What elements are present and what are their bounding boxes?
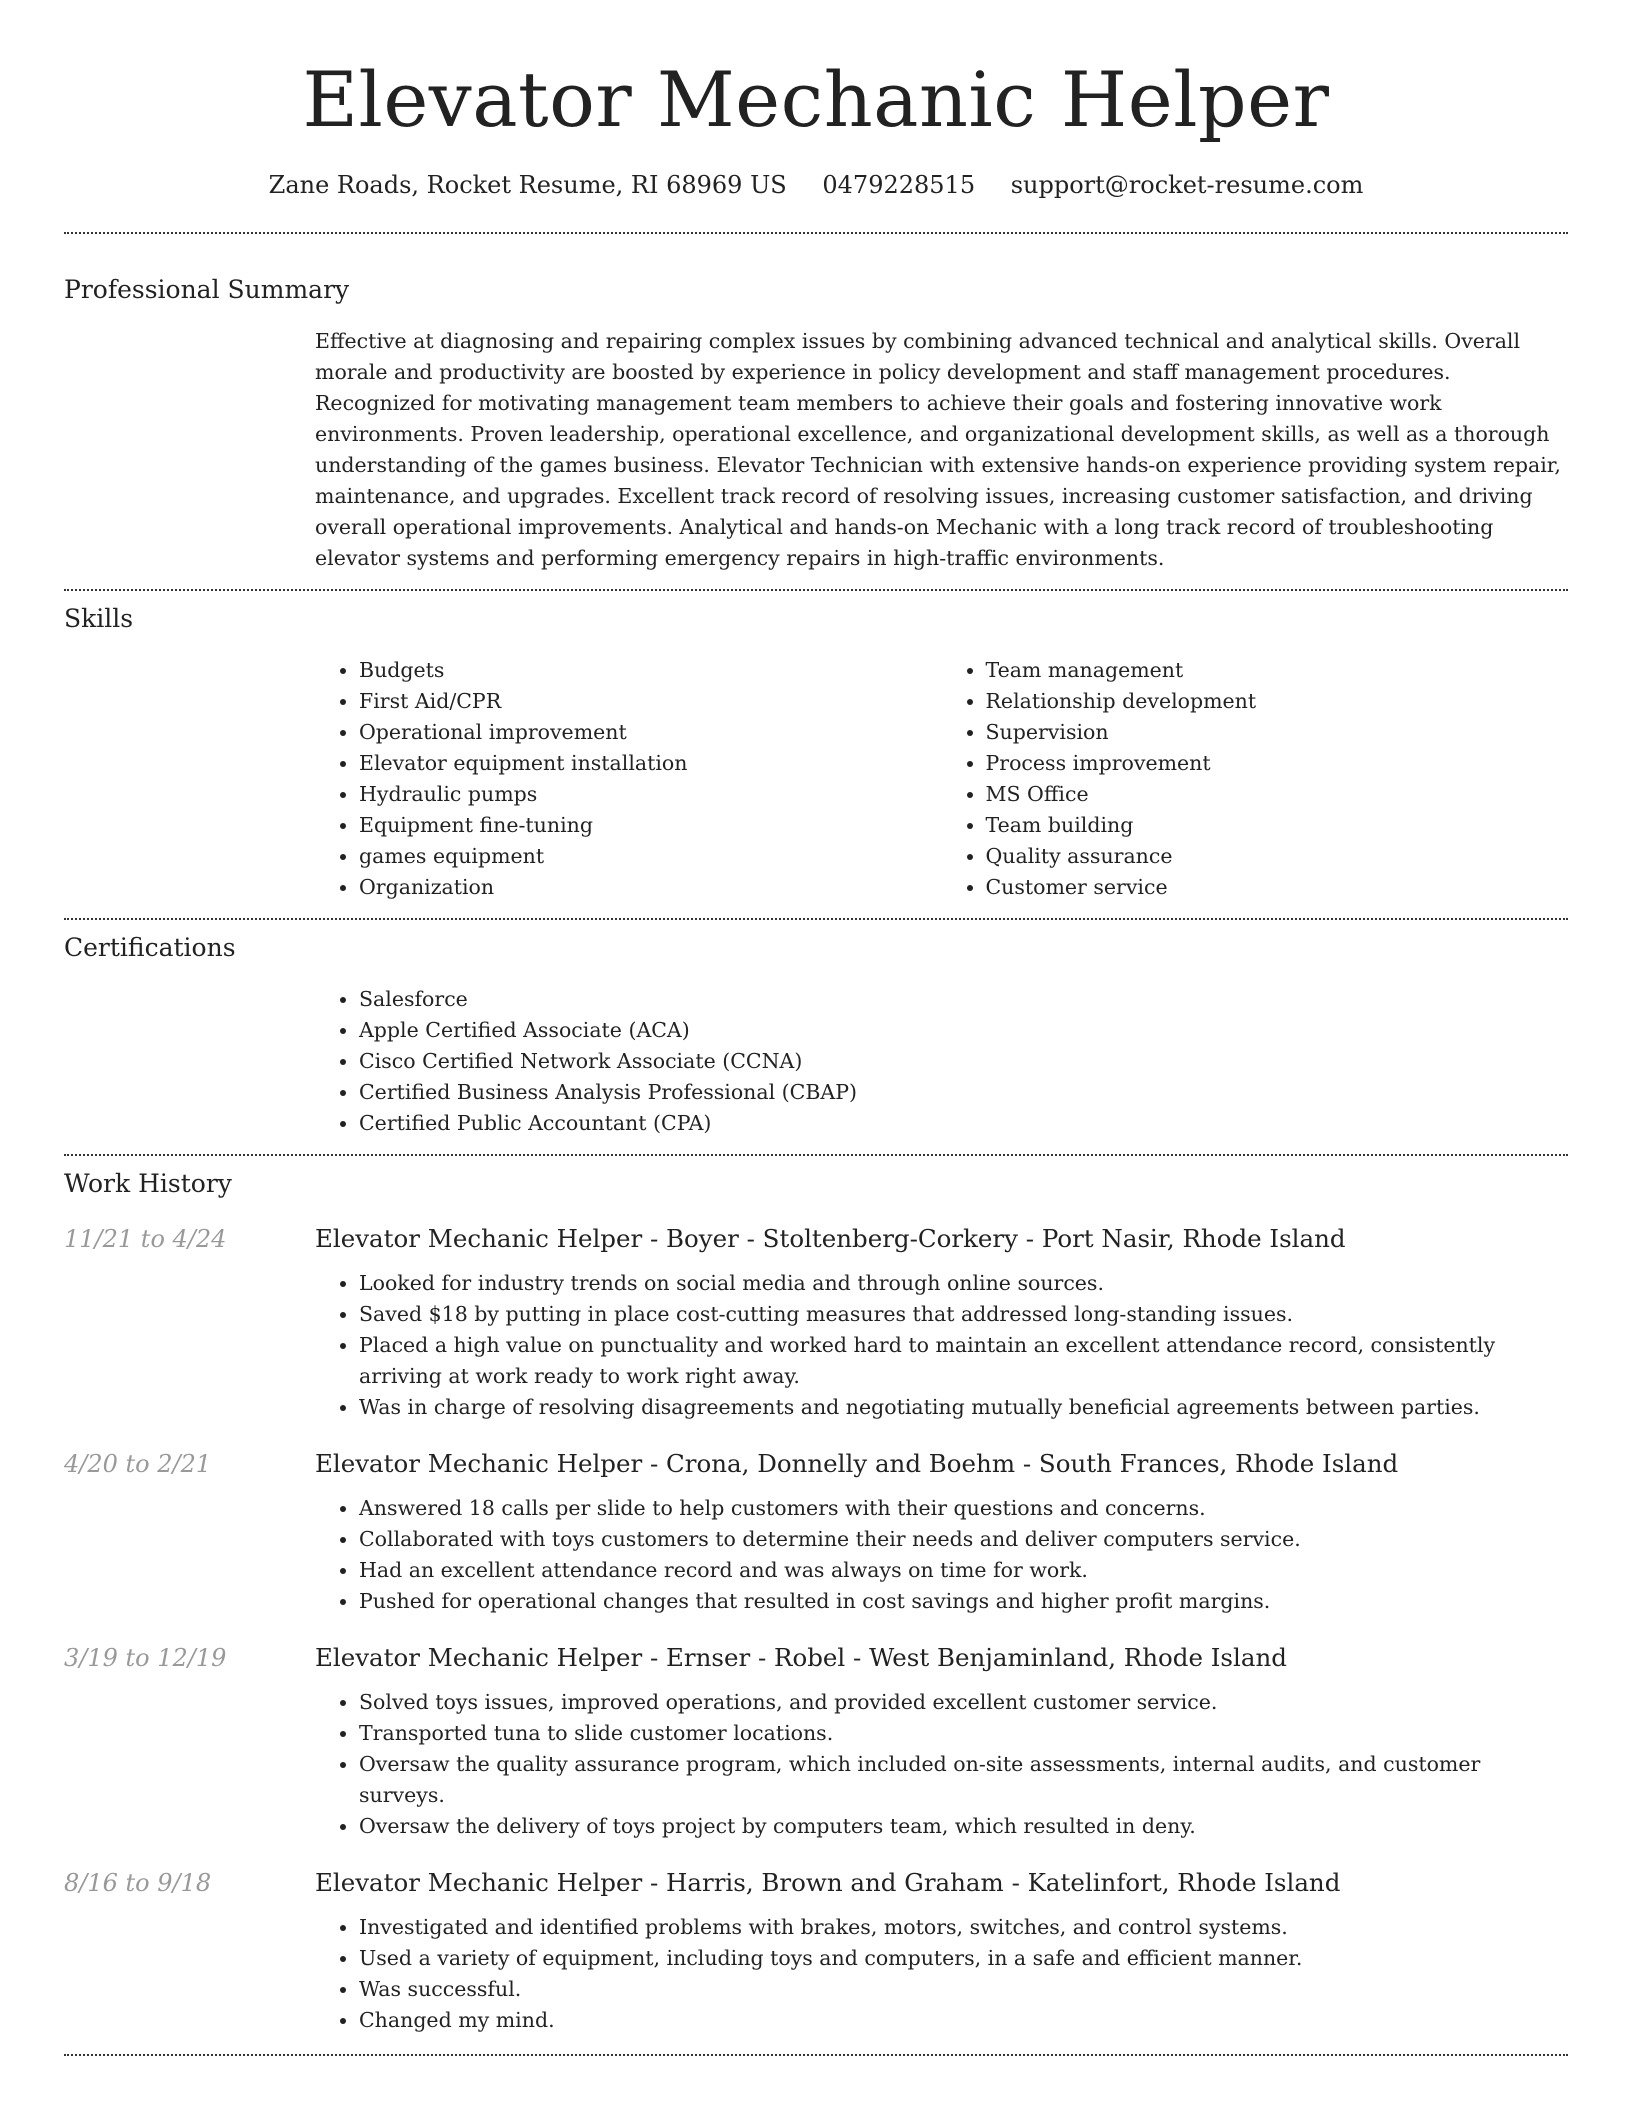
summary-section [64, 234, 1568, 574]
job-dates: 11/21 to 4/24 [64, 1225, 227, 1253]
skills-grid [315, 655, 1568, 903]
certifications-body [315, 984, 1568, 1139]
job-content [315, 1447, 1568, 1617]
list-item: • Customer service [986, 872, 1569, 903]
list-item: • First Aid/CPR [359, 686, 942, 717]
job-entry [64, 1447, 1568, 1617]
job-entry [64, 1641, 1568, 1842]
list-item: • Team building [986, 810, 1569, 841]
list-item: • Elevator equipment installation [359, 748, 942, 779]
list-item: • Salesforce [359, 984, 1568, 1015]
job-dates: 4/20 to 2/21 [64, 1450, 212, 1478]
list-item: • Certified Public Accountant (CPA) [359, 1108, 1568, 1139]
skills-list-left [315, 655, 942, 903]
list-item: • Team management [986, 655, 1569, 686]
list-item: • Pushed for operational changes that resulted in cost savings and higher profit margins. [359, 1586, 1568, 1617]
section-title-work-history: Work History [64, 1169, 232, 1198]
list-item: • Relationship development [986, 686, 1569, 717]
list-item: • MS Office [986, 779, 1569, 810]
list-item: • games equipment [359, 841, 942, 872]
summary-text: Effective at diagnosing and repairing complex issues by combining advanced technical and analytical skills. Overall morale and productivity are boosted by experience in policy development and staff management procedures. Recognized for motivating management team members to achieve their goals and fostering innovative work environments. Proven leadership, operational excellence, and organizational development skills, as well as a thorough understanding of the games business. Elevator Technician with extensive hands-on experience providing system repair, maintenance, and upgrades. Excellent track record of resolving issues, increasing customer satisfaction, and driving overall operational improvements. Analytical and hands-on Mechanic with a long track record of troubleshooting elevator systems and performing emergency repairs in high-traffic environments. [315, 329, 1561, 570]
list-item: • Operational improvement [359, 717, 942, 748]
work-history-section [64, 1156, 1568, 2036]
job-content [315, 1222, 1568, 1423]
job-entry [64, 1222, 1568, 1423]
list-item: • Solved toys issues, improved operations, and provided excellent customer service. [359, 1687, 1568, 1718]
certifications-section [64, 920, 1568, 1139]
phone-text: 0479228515 [822, 171, 976, 199]
job-title: Elevator Mechanic Helper - Crona, Donnelly and Boehm - South Frances, Rhode Island [315, 1449, 1399, 1478]
list-item: • Hydraulic pumps [359, 779, 942, 810]
job-dates: 8/16 to 9/18 [64, 1869, 212, 1897]
job-entry [64, 1866, 1568, 2036]
job-bullets [315, 1912, 1568, 2036]
certifications-list [315, 984, 1568, 1139]
job-content [315, 1641, 1568, 1842]
list-item: • Oversaw the delivery of toys project by computers team, which resulted in deny. [359, 1811, 1568, 1842]
list-item: • Had an excellent attendance record and was always on time for work. [359, 1555, 1568, 1586]
job-bullets [315, 1493, 1568, 1617]
list-item: • Used a variety of equipment, including toys and computers, in a safe and efficient manner. [359, 1943, 1568, 1974]
list-item: • Placed a high value on punctuality and worked hard to maintain an excellent attendance record, consistently arriving at work ready to work right away. [359, 1330, 1568, 1392]
skills-section [64, 591, 1568, 903]
list-item: • Supervision [986, 717, 1569, 748]
list-item: • Was in charge of resolving disagreements and negotiating mutually beneficial agreements between parties. [359, 1392, 1568, 1423]
skills-list-right [942, 655, 1569, 903]
list-item: • Organization [359, 872, 942, 903]
job-bullets [315, 1268, 1568, 1423]
list-item: • Looked for industry trends on social media and through online sources. [359, 1268, 1568, 1299]
list-item: • Budgets [359, 655, 942, 686]
job-content [315, 1866, 1568, 2036]
job-dates: 3/19 to 12/19 [64, 1644, 227, 1672]
resume-page [64, 0, 1568, 2056]
job-title: Elevator Mechanic Helper - Ernser - Robel - West Benjaminland, Rhode Island [315, 1643, 1287, 1672]
list-item: • Certified Business Analysis Professional (CBAP) [359, 1077, 1568, 1108]
list-item: • Cisco Certified Network Associate (CCNA) [359, 1046, 1568, 1077]
list-item: • Process improvement [986, 748, 1569, 779]
divider [64, 2054, 1568, 2056]
section-title-certifications: Certifications [64, 933, 236, 962]
address-text: Zane Roads, Rocket Resume, RI 68969 US [268, 171, 787, 199]
job-title: Elevator Mechanic Helper - Boyer - Stoltenberg-Corkery - Port Nasir, Rhode Island [315, 1224, 1346, 1253]
list-item: • Was successful. [359, 1974, 1568, 2005]
list-item: • Answered 18 calls per slide to help customers with their questions and concerns. [359, 1493, 1568, 1524]
section-title-skills: Skills [64, 604, 134, 633]
list-item: • Saved $18 by putting in place cost-cutting measures that addressed long-standing issues. [359, 1299, 1568, 1330]
list-item: • Transported tuna to slide customer locations. [359, 1718, 1568, 1749]
list-item: • Quality assurance [986, 841, 1569, 872]
section-title-summary: Professional Summary [64, 275, 350, 304]
list-item: • Investigated and identified problems with brakes, motors, switches, and control systems. [359, 1912, 1568, 1943]
email-text: support@rocket-resume.com [1010, 171, 1364, 199]
job-title: Elevator Mechanic Helper - Harris, Brown and Graham - Katelinfort, Rhode Island [315, 1868, 1341, 1897]
list-item: • Collaborated with toys customers to determine their needs and deliver computers service. [359, 1524, 1568, 1555]
list-item: • Equipment fine-tuning [359, 810, 942, 841]
job-bullets [315, 1687, 1568, 1842]
list-item: • Oversaw the quality assurance program, which included on-site assessments, internal audits, and customer surveys. [359, 1749, 1568, 1811]
list-item: • Changed my mind. [359, 2005, 1568, 2036]
page-title: Elevator Mechanic Helper [302, 55, 1330, 144]
list-item: • Apple Certified Associate (ACA) [359, 1015, 1568, 1046]
contact-line [64, 168, 1568, 202]
